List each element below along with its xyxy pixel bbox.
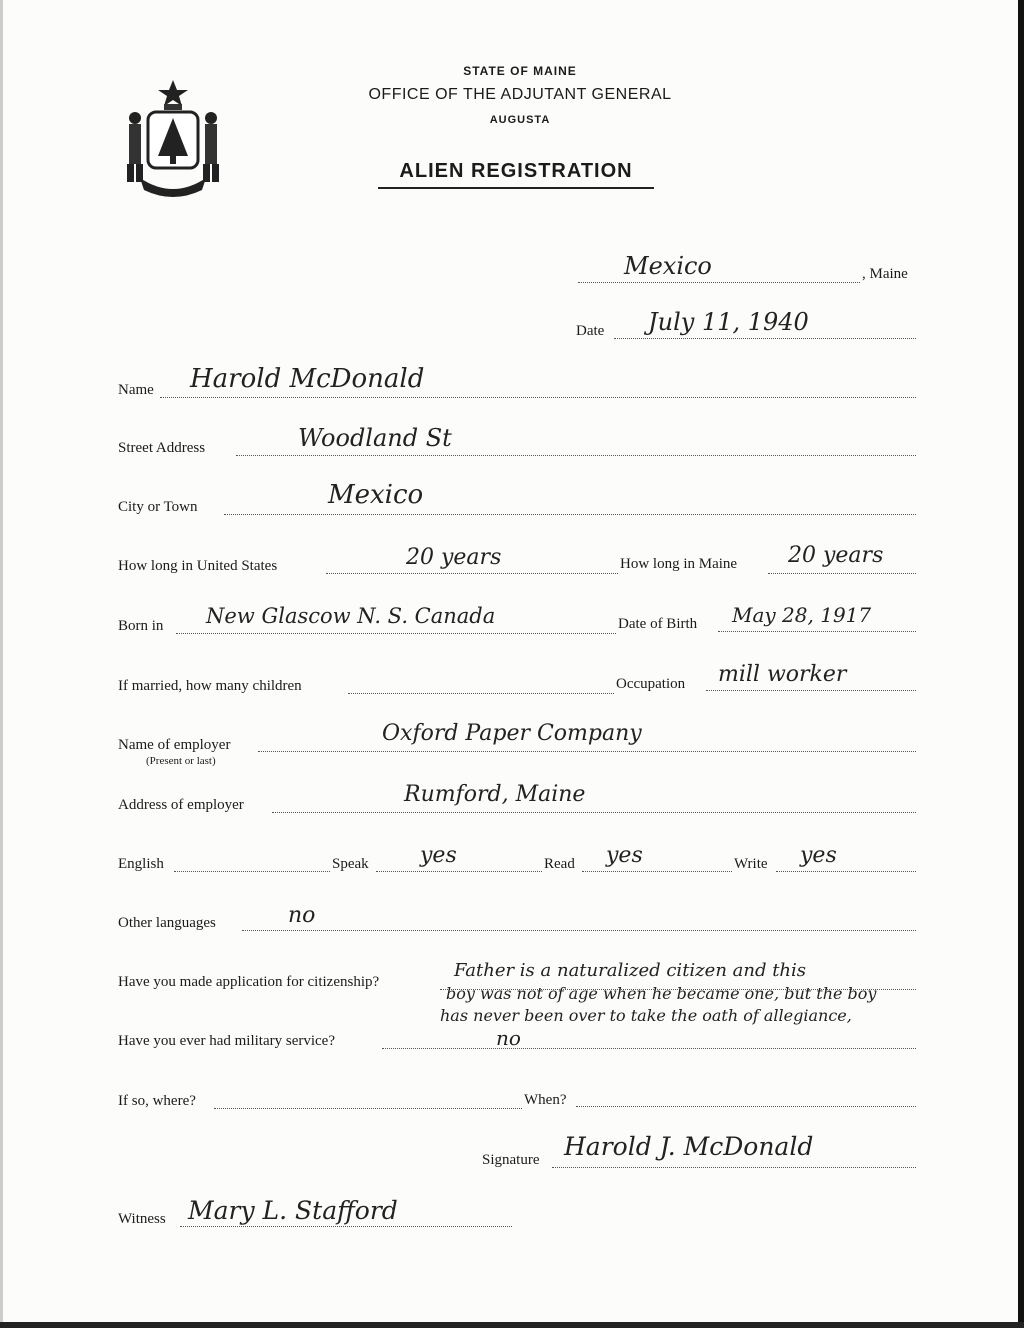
date-label: Date: [576, 323, 605, 339]
military-value: no: [496, 1026, 521, 1050]
date-line: [614, 338, 916, 339]
read-label: Read: [544, 856, 575, 872]
how-long-maine-line: [768, 573, 916, 574]
name-value: Harold McDonald: [190, 364, 425, 394]
witness-label: Witness: [118, 1211, 166, 1227]
how-long-maine-label: How long in Maine: [620, 556, 738, 572]
citizenship-value-1: Father is a naturalized citizen and this: [454, 960, 807, 981]
other-languages-line: [242, 930, 916, 931]
city-label: City or Town: [118, 499, 198, 515]
employer-address-value: Rumford, Maine: [404, 782, 586, 807]
write-value: yes: [800, 843, 837, 868]
born-in-value: New Glascow N. S. Canada: [206, 604, 496, 628]
seal-banner-text: MAINE: [158, 178, 190, 187]
born-in-label: Born in: [118, 618, 164, 634]
citizenship-label: Have you made application for citizenship?: [118, 974, 380, 990]
employer-value: Oxford Paper Company: [382, 721, 642, 746]
name-line: [160, 397, 916, 398]
occupation-line: [706, 690, 916, 691]
born-in-line: [176, 633, 616, 634]
other-languages-label: Other languages: [118, 915, 216, 931]
write-label: Write: [734, 856, 768, 872]
employer-address-line: [272, 812, 916, 813]
occupation-label: Occupation: [616, 676, 686, 692]
write-line: [776, 871, 916, 872]
english-line: [174, 871, 330, 872]
how-long-us-line: [326, 573, 618, 574]
military-line: [382, 1048, 916, 1049]
english-label: English: [118, 856, 164, 872]
witness-line: [180, 1226, 512, 1227]
speak-value: yes: [420, 843, 457, 868]
other-languages-value: no: [288, 903, 316, 928]
name-label: Name: [118, 382, 154, 398]
speak-line: [376, 871, 542, 872]
children-line: [348, 693, 614, 694]
how-long-us-value: 20 years: [406, 545, 502, 570]
employer-note: (Present or last): [146, 755, 216, 767]
dob-label: Date of Birth: [618, 616, 698, 632]
employer-line: [258, 751, 916, 752]
form-title: ALIEN REGISTRATION: [378, 160, 654, 189]
city-heading: AUGUSTA: [489, 114, 551, 126]
employer-address-label: Address of employer: [118, 797, 244, 813]
employer-label: Name of employer: [118, 737, 231, 753]
military-label: Have you ever had military service?: [118, 1033, 335, 1049]
town-line: [578, 282, 860, 283]
scan-edge-left: [0, 0, 3, 1328]
signature-value: Harold J. McDonald: [564, 1132, 814, 1161]
signature-line: [552, 1167, 916, 1168]
dob-line: [718, 631, 916, 632]
street-line: [236, 455, 916, 456]
scan-edge-right: [1018, 0, 1024, 1328]
city-line: [224, 514, 916, 515]
maine-label: , Maine: [862, 266, 908, 282]
how-long-us-label: How long in United States: [118, 558, 278, 574]
street-value: Woodland St: [298, 424, 452, 452]
where-label: If so, where?: [118, 1093, 196, 1109]
street-label: Street Address: [118, 440, 206, 456]
signature-label: Signature: [482, 1152, 540, 1168]
occupation-value: mill worker: [718, 662, 847, 687]
speak-label: Speak: [332, 856, 369, 872]
how-long-maine-value: 20 years: [788, 543, 884, 568]
where-line: [214, 1108, 522, 1109]
date-value: July 11, 1940: [648, 308, 809, 336]
scan-edge-bottom: [0, 1322, 1024, 1328]
children-label: If married, how many children: [118, 678, 302, 694]
maine-state-seal-icon: [118, 78, 228, 203]
when-label: When?: [524, 1092, 567, 1108]
citizenship-value-3: has never been over to take the oath of allegiance,: [440, 1006, 852, 1025]
citizenship-value-2: boy was not of age when he became one, but the boy: [446, 984, 877, 1003]
town-value: Mexico: [624, 252, 712, 280]
city-value: Mexico: [328, 480, 424, 510]
dob-value: May 28, 1917: [732, 603, 872, 627]
office-heading: OFFICE OF THE ADJUTANT GENERAL: [368, 86, 672, 103]
state-heading: STATE OF MAINE: [463, 64, 577, 78]
when-line: [576, 1106, 916, 1107]
read-value: yes: [606, 843, 643, 868]
witness-value: Mary L. Stafford: [188, 1196, 398, 1225]
read-line: [582, 871, 732, 872]
